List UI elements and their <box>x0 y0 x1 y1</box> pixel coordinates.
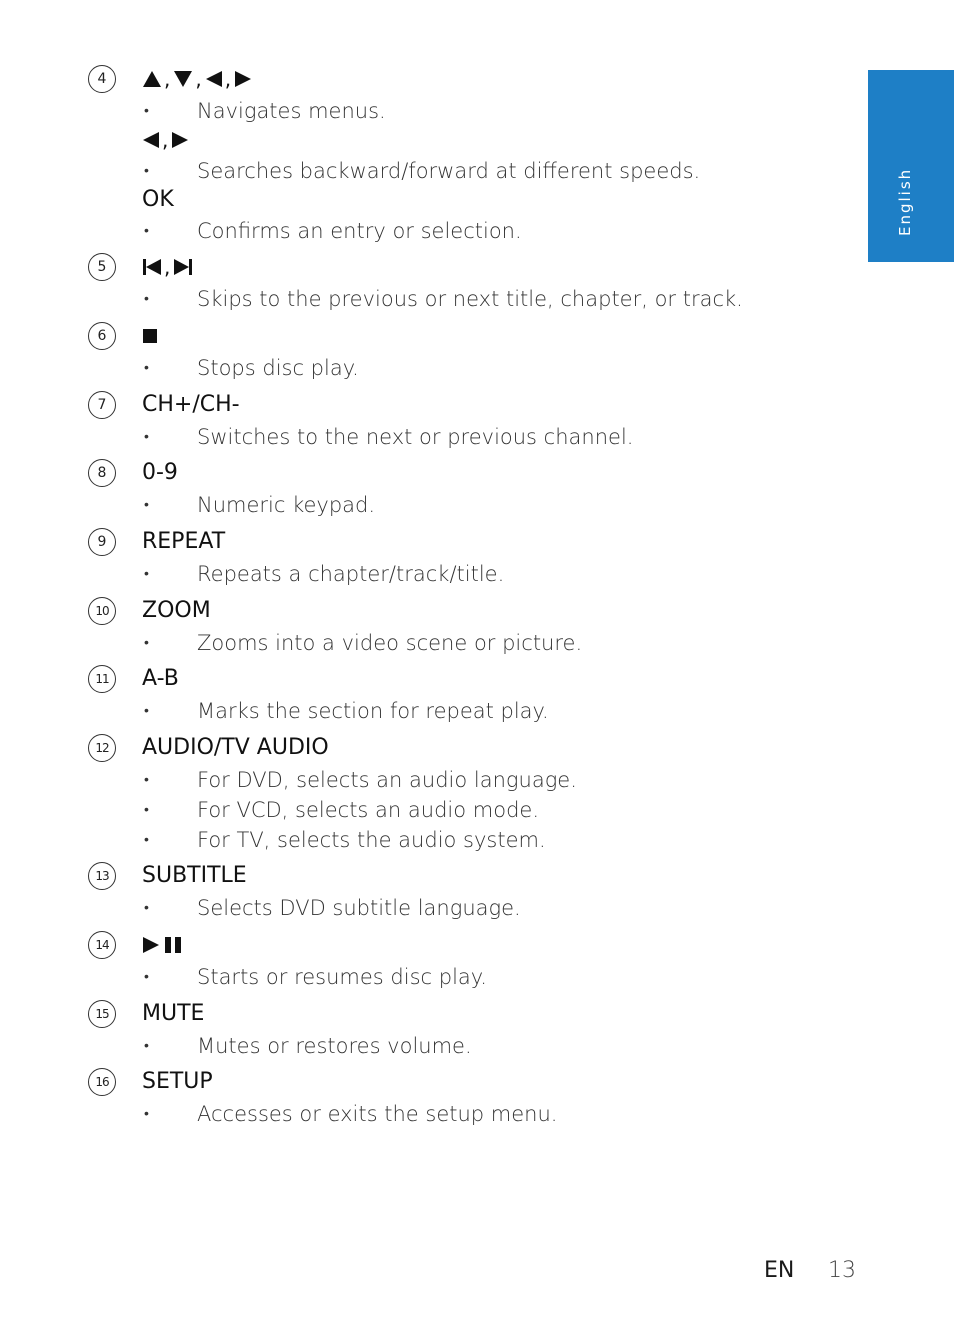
description-bullet <box>142 490 375 520</box>
description-text: For TV, selects the audio system. <box>197 828 546 852</box>
description-text: For DVD, selects an audio language. <box>197 768 577 792</box>
description-bullet <box>142 156 700 186</box>
item-number-badge: 13 <box>88 862 116 890</box>
description-text: Marks the section for repeat play. <box>197 699 549 723</box>
description-bullet <box>142 962 487 992</box>
footer-language: EN <box>764 1258 795 1283</box>
key-symbols <box>142 64 252 94</box>
next-icon <box>173 258 193 276</box>
key-symbols <box>142 125 189 155</box>
bullet-dot: • <box>144 772 149 788</box>
bullet-dot: • <box>144 360 149 376</box>
stop-icon <box>142 328 158 344</box>
play-pause-icon <box>142 936 184 954</box>
key-symbols <box>142 252 193 282</box>
separator-comma: , <box>224 67 232 91</box>
bullet-dot: • <box>144 1038 149 1054</box>
description-bullet <box>142 765 577 795</box>
key-name: SUBTITLE <box>142 863 247 888</box>
description-bullet <box>142 628 582 658</box>
right-triangle-icon <box>171 131 189 149</box>
bullet-dot: • <box>144 429 149 445</box>
right-triangle-icon <box>234 70 252 88</box>
bullet-dot: • <box>144 802 149 818</box>
description-bullet <box>142 825 546 855</box>
description-bullet <box>142 422 633 452</box>
previous-icon <box>142 258 162 276</box>
bullet-dot: • <box>144 635 149 651</box>
separator-comma: , <box>195 67 202 91</box>
key-name: MUTE <box>142 1001 205 1026</box>
key-name: OK <box>142 187 174 212</box>
language-tab <box>868 70 954 262</box>
description-bullet <box>142 353 359 383</box>
left-triangle-icon <box>205 70 223 88</box>
key-name: A-B <box>142 666 179 691</box>
item-number-badge: 16 <box>88 1068 116 1096</box>
left-triangle-icon <box>142 131 160 149</box>
separator-comma: , <box>162 128 169 152</box>
description-bullet <box>142 96 386 126</box>
description-bullet <box>142 284 743 314</box>
key-symbols <box>142 321 158 351</box>
description-text: Searches backward/forward at different speeds. <box>197 159 701 183</box>
language-tab-label: English <box>896 167 914 236</box>
key-name: AUDIO/TV AUDIO <box>142 735 329 760</box>
bullet-dot: • <box>144 1106 149 1122</box>
item-number-badge: 14 <box>88 931 116 959</box>
bullet-dot: • <box>144 103 149 119</box>
item-number-badge: 9 <box>88 528 116 556</box>
item-number-badge: 10 <box>88 597 116 625</box>
item-number-badge: 11 <box>88 665 116 693</box>
item-number-badge: 6 <box>88 322 116 350</box>
item-number-badge: 12 <box>88 734 116 762</box>
description-text: Starts or resumes disc play. <box>197 965 487 989</box>
key-name: SETUP <box>142 1069 213 1094</box>
up-triangle-icon <box>142 70 162 88</box>
description-text: Switches to the next or previous channel. <box>197 425 634 449</box>
description-text: Skips to the previous or next title, chapter, or track. <box>197 287 743 311</box>
description-bullet <box>142 559 504 589</box>
down-triangle-icon <box>173 70 193 88</box>
bullet-dot: • <box>144 566 149 582</box>
separator-comma: , <box>164 255 171 279</box>
bullet-dot: • <box>144 969 149 985</box>
description-text: Stops disc play. <box>197 356 359 380</box>
key-name: ZOOM <box>142 598 211 623</box>
description-text: Selects DVD subtitle language. <box>197 896 521 920</box>
description-text: Repeats a chapter/track/title. <box>197 562 505 586</box>
bullet-dot: • <box>144 703 149 719</box>
item-number-badge: 5 <box>88 253 116 281</box>
key-name: REPEAT <box>142 529 226 554</box>
description-text: Mutes or restores volume. <box>197 1034 472 1058</box>
key-symbols <box>142 930 184 960</box>
bullet-dot: • <box>144 832 149 848</box>
description-text: Zooms into a video scene or picture. <box>197 631 583 655</box>
description-text: Confirms an entry or selection. <box>197 219 522 243</box>
item-number-badge: 4 <box>88 65 116 93</box>
item-number-badge: 8 <box>88 459 116 487</box>
description-bullet <box>142 795 539 825</box>
bullet-dot: • <box>144 497 149 513</box>
description-bullet <box>142 1031 472 1061</box>
description-bullet <box>142 1099 557 1129</box>
page-number: 13 <box>828 1258 856 1283</box>
item-number-badge: 15 <box>88 1000 116 1028</box>
description-text: Numeric keypad. <box>197 493 376 517</box>
bullet-dot: • <box>144 163 149 179</box>
description-bullet <box>142 893 521 923</box>
bullet-dot: • <box>144 900 149 916</box>
item-number-badge: 7 <box>88 391 116 419</box>
separator-comma: , <box>164 67 171 91</box>
key-name: 0-9 <box>142 460 178 485</box>
description-text: Accesses or exits the setup menu. <box>197 1102 558 1126</box>
description-text: For VCD, selects an audio mode. <box>197 798 539 822</box>
description-bullet <box>142 696 549 726</box>
bullet-dot: • <box>144 291 149 307</box>
key-name: CH+/CH- <box>142 392 240 417</box>
description-bullet <box>142 216 522 246</box>
bullet-dot: • <box>144 223 149 239</box>
description-text: Navigates menus. <box>197 99 386 123</box>
